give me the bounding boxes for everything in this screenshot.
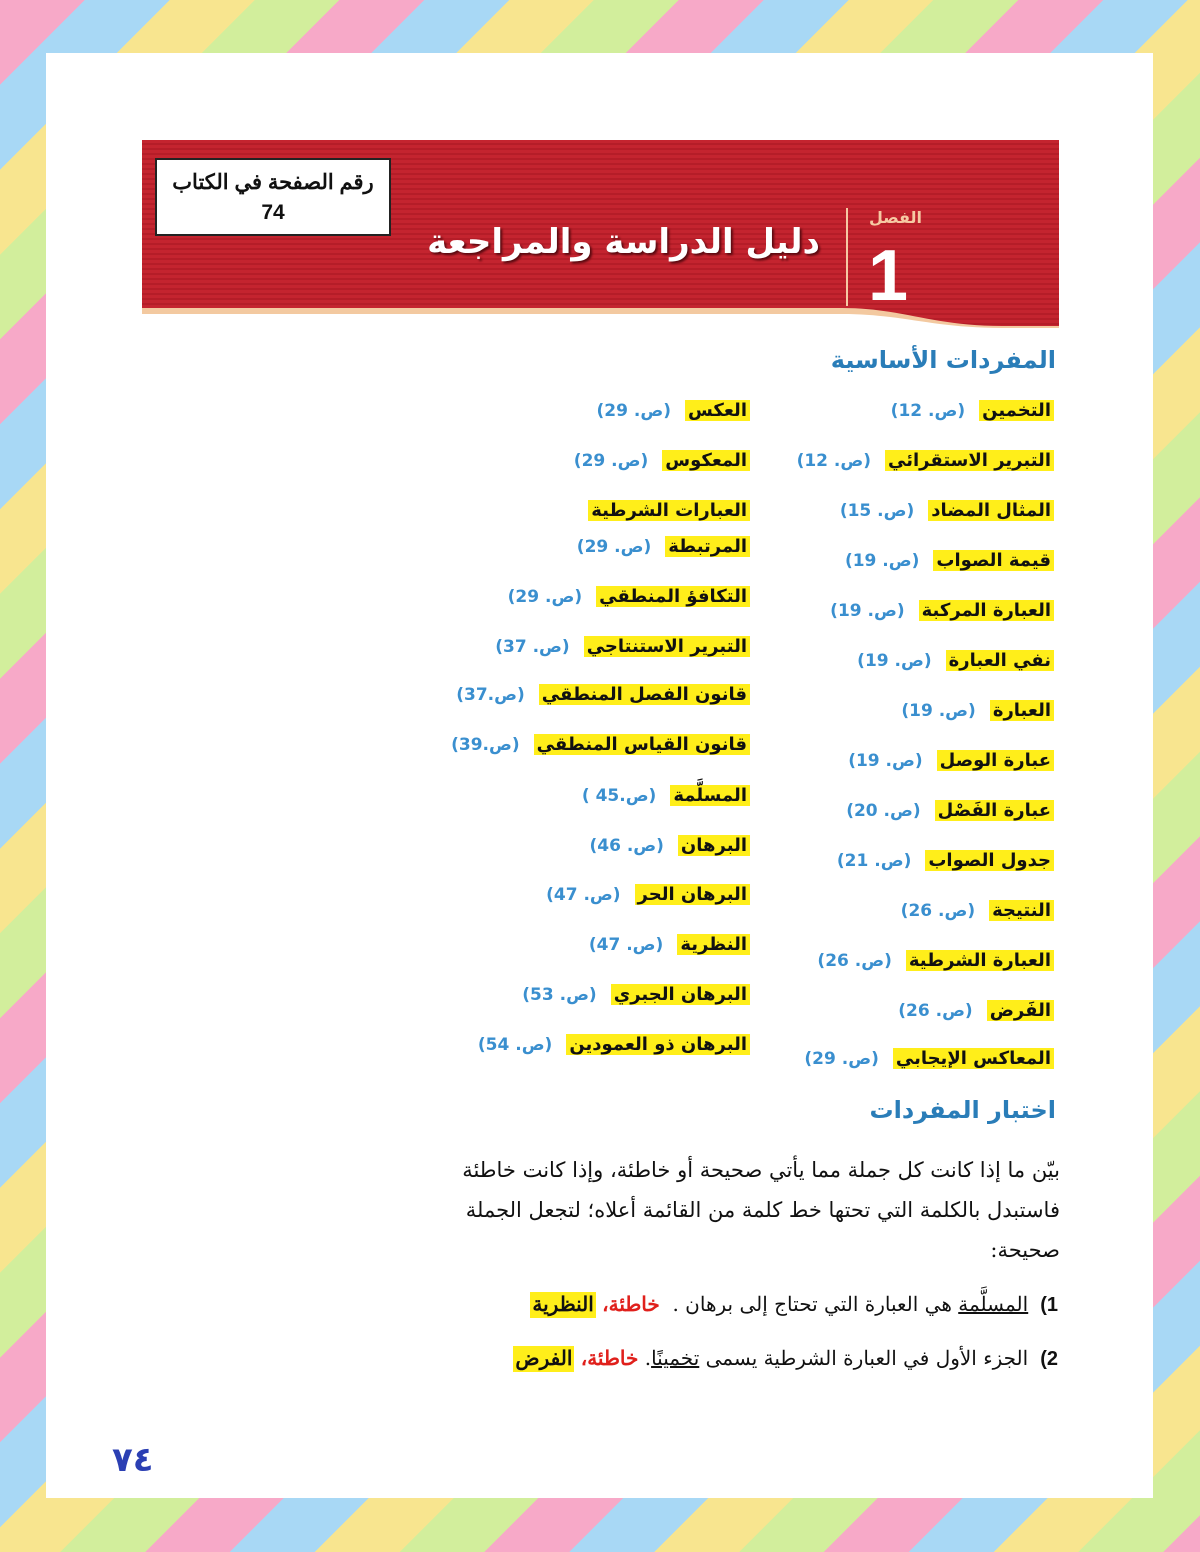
vocab-item: النتيجة(ص. 26) [901, 900, 1054, 921]
vocabulary-title: المفردات الأساسية [830, 346, 1056, 374]
chapter-number: 1 [867, 236, 909, 316]
vocab-item: قيمة الصواب(ص. 19) [845, 550, 1054, 571]
vocab-item: العبارات الشرطية [588, 500, 750, 521]
vocab-item: العبارة(ص. 19) [901, 700, 1054, 721]
vocab-item: التخمين(ص. 12) [891, 400, 1054, 421]
vocab-item: البرهان(ص. 46) [589, 835, 750, 856]
chapter-divider [846, 208, 848, 306]
banner-wave [142, 268, 1059, 328]
vocab-item: النظرية(ص. 47) [589, 934, 750, 955]
book-page-number: 74 [261, 201, 285, 224]
vocab-item: عبارة الوصل(ص. 19) [848, 750, 1054, 771]
vocab-item: جدول الصواب(ص. 21) [837, 850, 1054, 871]
test-title: اختبار المفردات [869, 1096, 1056, 1124]
vocab-item: عبارة الفَصْل(ص. 20) [846, 800, 1054, 821]
vocab-item: العكس(ص. 29) [597, 400, 750, 421]
vocab-item: البرهان ذو العمودين(ص. 54) [478, 1034, 750, 1055]
vocab-item: قانون الفصل المنطقي(ص.37) [456, 684, 750, 705]
question-2: 2)الجزء الأول في العبارة الشرطية يسمى تخمينًا. خاطئة، الفرض [515, 1346, 1058, 1370]
vocab-item: المثال المضاد(ص. 15) [840, 500, 1054, 521]
chapter-label: الفصل [868, 208, 922, 227]
book-page-box [155, 158, 391, 236]
test-instructions: بيّن ما إذا كانت كل جملة مما يأتي صحيحة أو خاطئة، وإذا كانت خاطئة فاستبدل بالكلمة التي تحتها خط كلمة من القائمة أعلاه؛ لتجعل الجملة صحيحة: [462, 1158, 1060, 1262]
vocab-item: المعاكس الإيجابي(ص. 29) [804, 1048, 1054, 1069]
vocab-item: نفي العبارة(ص. 19) [857, 650, 1054, 671]
chapter-title: دليل الدراسة والمراجعة [427, 222, 820, 262]
vocab-item: التبرير الاستنتاجي(ص. 37) [495, 636, 750, 657]
page-number: ٧٤ [112, 1440, 154, 1480]
vocab-item: الفَرض(ص. 26) [898, 1000, 1054, 1021]
vocab-item: البرهان الحر(ص. 47) [546, 884, 750, 905]
book-page-label: رقم الصفحة في الكتاب [172, 171, 374, 194]
vocab-item: قانون القياس المنطقي(ص.39) [451, 734, 750, 755]
vocab-item: البرهان الجبري(ص. 53) [522, 984, 750, 1005]
question-1: 1)المسلَّمة هي العبارة التي تحتاج إلى برهان . خاطئة، النظرية [532, 1292, 1058, 1316]
vocab-item: التبرير الاستقرائي(ص. 12) [797, 450, 1054, 471]
vocab-item: التكافؤ المنطقي(ص. 29) [508, 586, 750, 607]
vocab-item: العبارة المركبة(ص. 19) [830, 600, 1054, 621]
vocab-item: المسلَّمة(ص.45 ) [582, 785, 750, 806]
vocab-item: المعكوس(ص. 29) [574, 450, 750, 471]
vocab-item: المرتبطة(ص. 29) [577, 536, 750, 557]
vocab-item: العبارة الشرطية(ص. 26) [817, 950, 1054, 971]
